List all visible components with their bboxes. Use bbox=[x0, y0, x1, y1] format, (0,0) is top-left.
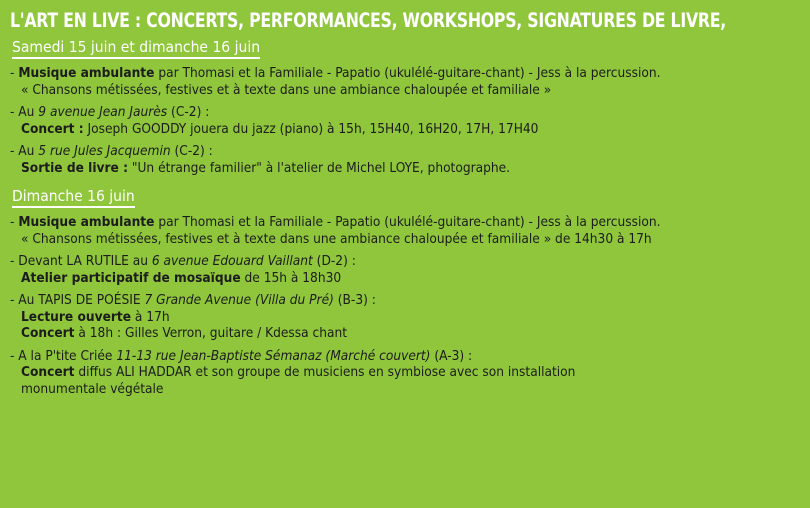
item-prefix: - Au bbox=[10, 143, 39, 159]
item-highlight: Atelier participatif de mosaïque bbox=[21, 269, 241, 286]
bullet: - bbox=[10, 214, 19, 230]
item-prefix: - Devant LA RUTILE au bbox=[10, 253, 152, 269]
item-grid-ref: (C-2) : bbox=[170, 143, 213, 159]
section-date-sunday: Dimanche 16 juin bbox=[12, 186, 135, 208]
item-text: à 18h : Gilles Verron, guitare / Kdessa chant bbox=[74, 325, 348, 341]
item-address: 5 rue Jules Jacquemin bbox=[38, 143, 171, 159]
item-highlight: Sortie de livre : bbox=[21, 159, 128, 176]
list-item bbox=[10, 143, 800, 176]
item-grid-ref: (D-2) : bbox=[312, 253, 356, 269]
list-item bbox=[10, 214, 800, 247]
item-text: Joseph GOODDY jouera du jazz (piano) à 15h, 15H40, 16H20, 17H, 17H40 bbox=[83, 120, 539, 137]
page-title: L'ART EN LIVE : CONCERTS, PERFORMANCES, WORKSHOPS, SIGNATURES DE LIVRE, bbox=[10, 9, 727, 32]
item-prefix: - A la P'tite Criée bbox=[10, 347, 117, 364]
list-item bbox=[10, 292, 800, 342]
item-highlight: Concert bbox=[21, 325, 75, 341]
item-quote: « Chansons métissées, festives et à texte dans une ambiance chaloupée et familiale » bbox=[21, 81, 552, 98]
item-text: monumentale végétale bbox=[21, 380, 164, 397]
item-prefix: - Au TAPIS DE POÉSIE bbox=[10, 292, 145, 308]
list-item bbox=[10, 348, 800, 398]
item-highlight: Lecture ouverte bbox=[21, 308, 132, 325]
item-highlight: Musique ambulante bbox=[18, 214, 155, 230]
item-address: 7 Grande Avenue (Villa du Pré) bbox=[144, 292, 334, 308]
item-prefix: - Au bbox=[10, 104, 39, 120]
item-address: 11-13 rue Jean-Baptiste Sémanaz (Marché couvert) bbox=[116, 347, 431, 364]
item-grid-ref: (C-2) : bbox=[167, 104, 210, 120]
list-item bbox=[10, 104, 800, 137]
item-text: à 17h bbox=[131, 308, 170, 325]
bullet: - bbox=[10, 65, 19, 81]
item-address: 9 avenue Jean Jaurès bbox=[38, 104, 168, 120]
item-highlight: Concert bbox=[21, 364, 75, 380]
item-address: 6 avenue Edouard Vaillant bbox=[151, 253, 313, 269]
item-highlight: Concert : bbox=[21, 120, 84, 137]
item-text: diffus ALI HADDAR et son groupe de musiciens en symbiose avec son installation bbox=[74, 364, 576, 380]
item-grid-ref: (B-3) : bbox=[333, 292, 376, 308]
item-text: par Thomasi et la Familiale - Papatio (ukulélé-guitare-chant) - Jess à la percussion. bbox=[154, 65, 661, 81]
section-date-weekend: Samedi 15 juin et dimanche 16 juin bbox=[12, 37, 260, 59]
item-highlight: Musique ambulante bbox=[18, 65, 155, 81]
list-item bbox=[10, 253, 800, 286]
item-text: par Thomasi et la Familiale - Papatio (ukulélé-guitare-chant) - Jess à la percussion. bbox=[154, 214, 661, 230]
item-text: de 15h à 18h30 bbox=[240, 269, 342, 286]
item-quote: « Chansons métissées, festives et à texte dans une ambiance chaloupée et familiale » de 14h30 à 17h bbox=[21, 230, 652, 247]
item-grid-ref: (A-3) : bbox=[430, 347, 473, 364]
list-item bbox=[10, 65, 800, 98]
item-text: "Un étrange familier" à l'atelier de Michel LOYE, photographe. bbox=[127, 159, 511, 176]
